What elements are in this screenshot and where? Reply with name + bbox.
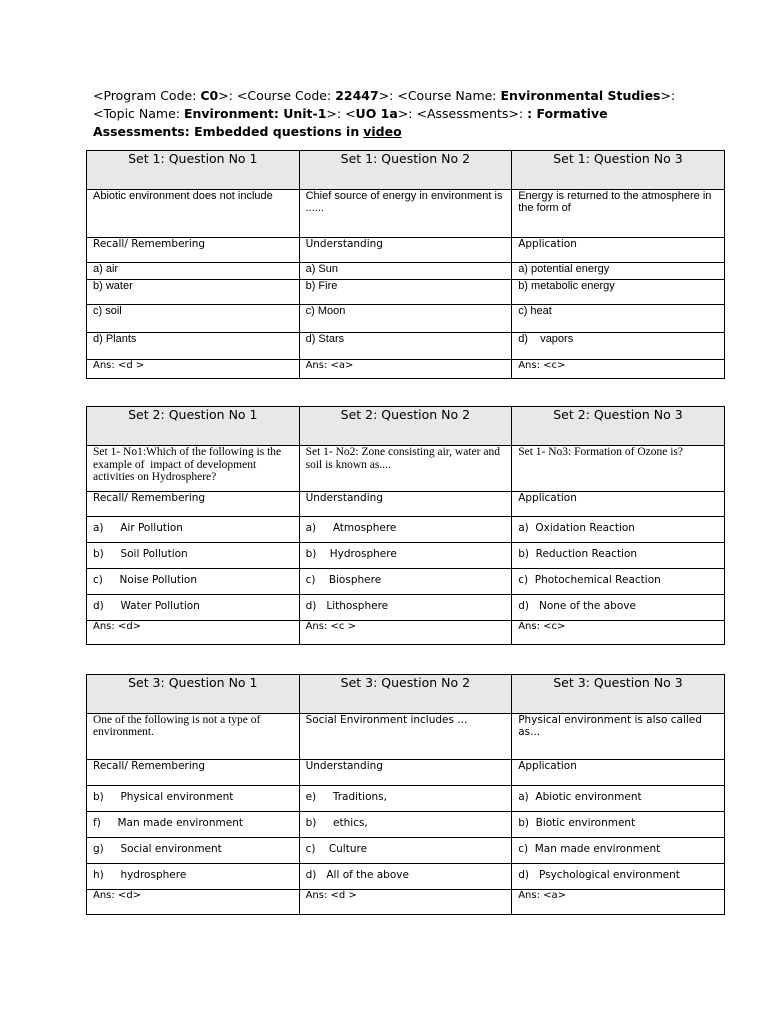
level-text: Understanding [299,238,512,263]
option-text: c) Biosphere [299,569,512,595]
topic-name-label: >: <Topic Name: [93,88,676,121]
question-text: Abiotic environment does not include [87,190,300,238]
option-text: d) None of the above [512,595,725,621]
option-row [87,280,725,305]
level-text: Recall/ Remembering [87,760,300,786]
option-text: c) Man made environment [512,838,725,864]
set-header-row [87,407,725,446]
document-header [93,87,693,141]
answer-row [87,360,725,379]
option-text: a) Air Pollution [87,517,300,543]
option-text: a) Abiotic environment [512,786,725,812]
question-text: One of the following is not a type of environment. [87,714,300,760]
option-text: b) Physical environment [87,786,300,812]
set-header-cell: Set 2: Question No 3 [512,407,725,446]
option-text: b) water [87,280,300,305]
level-text: Application [512,238,725,263]
program-code-label: <Program Code: [93,88,201,103]
question-row [87,190,725,238]
option-text: c) Moon [299,305,512,333]
option-row [87,569,725,595]
answer-text: Ans: <a> [299,360,512,379]
question-text: Set 1- No1:Which of the following is the example of impact of development activities on Hydrosphere? [87,446,300,492]
option-text: g) Social environment [87,838,300,864]
answer-row [87,621,725,645]
answer-text: Ans: <c> [512,360,725,379]
option-text: b) metabolic energy [512,280,725,305]
program-code-value: C0 [200,88,219,103]
option-text: b) Hydrosphere [299,543,512,569]
set-header-row [87,151,725,190]
option-row [87,305,725,333]
option-text: d) Plants [87,333,300,360]
option-text: a) Atmosphere [299,517,512,543]
option-text: d) Stars [299,333,512,360]
level-text: Understanding [299,760,512,786]
set-header-cell: Set 2: Question No 1 [87,407,300,446]
set-header-cell: Set 1: Question No 2 [299,151,512,190]
question-row [87,446,725,492]
question-set-2-table [86,406,725,645]
level-text: Understanding [299,492,512,517]
option-text: a) potential energy [512,263,725,280]
uo-label: >: < [326,106,356,121]
option-row [87,812,725,838]
option-text: h) hydrosphere [87,864,300,890]
option-row [87,263,725,280]
level-text: Application [512,492,725,517]
uo-value: UO 1a [355,106,398,121]
answer-text: Ans: <c > [299,621,512,645]
answer-row [87,890,725,915]
level-row [87,492,725,517]
course-name-label: >: <Course Name: [378,88,501,103]
set-header-cell: Set 3: Question No 3 [512,675,725,714]
set-header-cell: Set 3: Question No 2 [299,675,512,714]
video-link-text: video [363,124,402,139]
question-row [87,714,725,760]
course-name-value: Environmental Studies [500,88,661,103]
level-row [87,760,725,786]
option-text: c) heat [512,305,725,333]
level-text: Recall/ Remembering [87,238,300,263]
option-text: e) Traditions, [299,786,512,812]
option-text: a) Oxidation Reaction [512,517,725,543]
answer-text: Ans: <d > [87,360,300,379]
level-text: Application [512,760,725,786]
assessments-value: : Formative Assessments: Embedded questions in [93,106,608,139]
answer-text: Ans: <a> [512,890,725,915]
option-text: b) Soil Pollution [87,543,300,569]
answer-text: Ans: <d > [299,890,512,915]
set-header-cell: Set 2: Question No 2 [299,407,512,446]
question-text: Physical environment is also called as... [512,714,725,760]
option-text: b) Fire [299,280,512,305]
assessments-label: >: <Assessments>: [397,106,528,121]
topic-name-value: Environment: Unit-1 [183,106,327,121]
question-text: Social Environment includes ... [299,714,512,760]
option-text: b) Biotic environment [512,812,725,838]
option-text: a) air [87,263,300,280]
option-row [87,864,725,890]
option-row [87,838,725,864]
option-text: d) Lithosphere [299,595,512,621]
option-row [87,786,725,812]
option-text: b) ethics, [299,812,512,838]
answer-text: Ans: <c> [512,621,725,645]
set-header-cell: Set 3: Question No 1 [87,675,300,714]
option-text: c) Photochemical Reaction [512,569,725,595]
option-row [87,595,725,621]
question-text: Set 1- No3: Formation of Ozone is? [512,446,725,492]
option-text: b) Reduction Reaction [512,543,725,569]
answer-text: Ans: <d> [87,621,300,645]
option-row [87,517,725,543]
course-code-value: 22447 [335,88,379,103]
set-header-cell: Set 1: Question No 1 [87,151,300,190]
set-header-row [87,675,725,714]
option-text: a) Sun [299,263,512,280]
level-text: Recall/ Remembering [87,492,300,517]
question-set-1-table [86,150,725,379]
question-text: Set 1- No2: Zone consisting air, water and soil is known as.... [299,446,512,492]
course-code-label: >: <Course Code: [218,88,336,103]
answer-text: Ans: <d> [87,890,300,915]
option-row [87,543,725,569]
question-text: Energy is returned to the atmosphere in the form of [512,190,725,238]
question-text: Chief source of energy in environment is ...... [299,190,512,238]
option-text: f) Man made environment [87,812,300,838]
option-text: d) Water Pollution [87,595,300,621]
option-text: c) Noise Pollution [87,569,300,595]
set-header-cell: Set 1: Question No 3 [512,151,725,190]
option-text: d) All of the above [299,864,512,890]
level-row [87,238,725,263]
option-text: d) vapors [512,333,725,360]
option-text: c) Culture [299,838,512,864]
question-set-3-table [86,674,725,915]
option-text: c) soil [87,305,300,333]
option-row [87,333,725,360]
option-text: d) Psychological environment [512,864,725,890]
